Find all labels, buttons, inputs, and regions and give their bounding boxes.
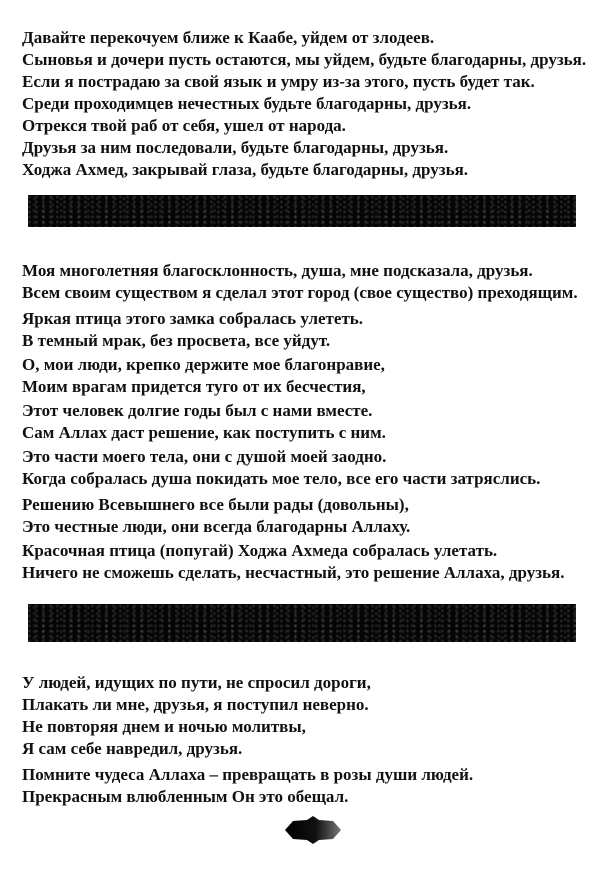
verse-line: Ходжа Ахмед, закрывай глаза, будьте благодарны, друзья. xyxy=(22,160,469,179)
stanza-1 xyxy=(22,27,586,115)
stanza-4 xyxy=(22,308,363,352)
verse-line: Я сам себе навредил, друзья. xyxy=(22,739,243,758)
verse-line: Моим врагам придется туго от их бесчестия, xyxy=(22,377,366,396)
verse-line: Сыновья и дочери пусть остаются, мы уйдем, будьте благодарны, друзья. xyxy=(22,50,587,69)
verse-line: Моя многолетняя благосклонность, душа, мне подсказала, друзья. xyxy=(22,261,533,280)
verse-line: Это честные люди, они всегда благодарны Аллаху. xyxy=(22,517,411,536)
stanza-2 xyxy=(22,115,468,181)
verse-line: Когда собралась душа покидать мое тело, все его части затряслись. xyxy=(22,469,541,488)
verse-line: Плакать ли мне, друзья, я поступил неверно. xyxy=(22,695,369,714)
verse-line: О, мои люди, крепко держите мое благонравие, xyxy=(22,355,385,374)
stanza-6 xyxy=(22,400,386,444)
stanza-10 xyxy=(22,672,371,760)
decorative-banner xyxy=(28,604,576,642)
verse-line: Ничего не сможешь сделать, несчастный, это решение Аллаха, друзья. xyxy=(22,563,565,582)
verse-line: Этот человек долгие годы был с нами вместе. xyxy=(22,401,373,420)
verse-line: В темный мрак, без просвета, все уйдут. xyxy=(22,331,331,350)
verse-line: Помните чудеса Аллаха – превращать в розы души людей. xyxy=(22,765,474,784)
verse-line: Решению Всевышнего все были рады (довольны), xyxy=(22,495,409,514)
verse-line: Сам Аллах даст решение, как поступить с ним. xyxy=(22,423,386,442)
stanza-3 xyxy=(22,260,578,304)
verse-line: Яркая птица этого замка собралась улететь. xyxy=(22,309,364,328)
stanza-11 xyxy=(22,764,473,808)
verse-line: Всем своим существом я сделал этот город (свое существо) преходящим. xyxy=(22,283,578,302)
verse-line: Не повторяя днем и ночью молитвы, xyxy=(22,717,306,736)
verse-line: Если я пострадаю за свой язык и умру из-за этого, пусть будет так. xyxy=(22,72,535,91)
decorative-banner xyxy=(28,195,576,227)
stanza-9 xyxy=(22,540,564,584)
verse-line: Это части моего тела, они с душой моей заодно. xyxy=(22,447,387,466)
page-ornament-icon xyxy=(283,815,343,845)
verse-line: Друзья за ним последовали, будьте благодарны, друзья. xyxy=(22,138,449,157)
verse-line: Прекрасным влюбленным Он это обещал. xyxy=(22,787,349,806)
stanza-8 xyxy=(22,494,410,538)
verse-line: Красочная птица (попугай) Ходжа Ахмеда собралась улетать. xyxy=(22,541,498,560)
verse-line: Отрекся твой раб от себя, ушел от народа. xyxy=(22,116,346,135)
verse-line: У людей, идущих по пути, не спросил дороги, xyxy=(22,673,371,692)
stanza-5 xyxy=(22,354,385,398)
stanza-7 xyxy=(22,446,540,490)
verse-line: Среди проходимцев нечестных будьте благодарны, друзья. xyxy=(22,94,472,113)
verse-line: Давайте перекочуем ближе к Каабе, уйдем от злодеев. xyxy=(22,28,435,47)
